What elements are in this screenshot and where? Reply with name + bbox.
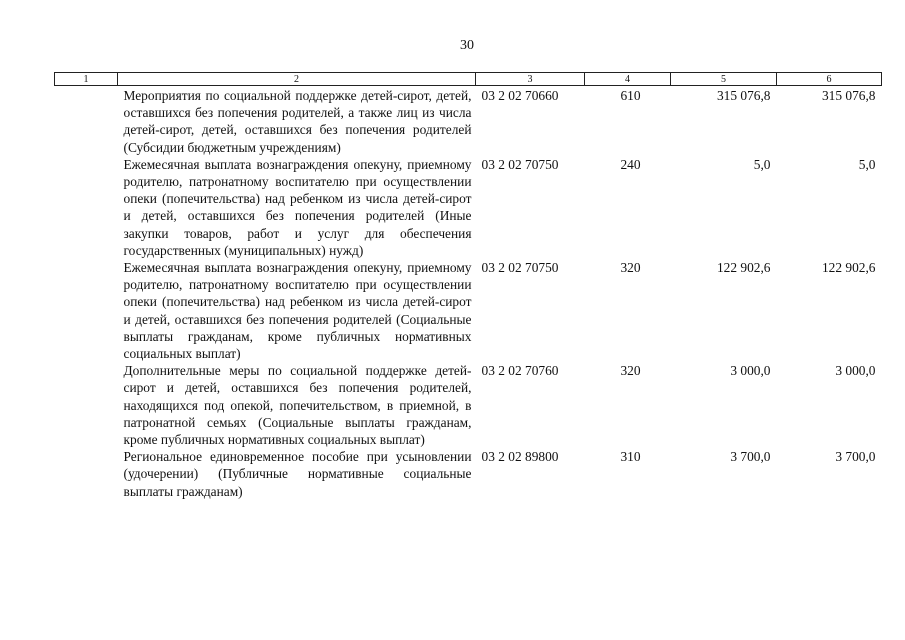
row-number-cell	[55, 448, 118, 500]
target-article-code: 03 2 02 70660	[481, 88, 559, 103]
row-number-cell	[55, 86, 118, 156]
target-article-code: 03 2 02 70760	[481, 363, 559, 379]
budget-table	[54, 72, 882, 500]
amount-column-6: 3 000,0	[835, 363, 876, 379]
amount-column-5: 3 700,0	[730, 449, 771, 465]
table-row	[55, 362, 882, 448]
row-number-cell	[55, 362, 118, 448]
column-header-3: 3	[476, 73, 585, 86]
amount-column-5: 3 000,0	[730, 363, 771, 379]
description-cell: Ежемесячная выплата вознаграждения опекуну, приемному родителю, патронатному воспитателю при осуществлении опеки (попечительства) над ребенком из числа детей-сирот и детей, оставшихся без попечения родителей (Социальные выплаты гражданам, кроме публичных нормативных социальных выплат)	[123, 260, 472, 362]
expense-type-code: 320	[620, 363, 641, 379]
row-number-cell	[55, 156, 118, 259]
row-number-cell	[55, 259, 118, 362]
target-article-code: 03 2 02 89800	[481, 449, 559, 465]
amount-column-5: 315 076,8	[716, 88, 771, 103]
amount-column-6: 315 076,8	[821, 88, 876, 103]
amount-column-5: 122 902,6	[716, 260, 771, 276]
expense-type-code: 310	[620, 449, 641, 465]
table-row	[55, 86, 882, 156]
description-cell: Ежемесячная выплата вознаграждения опекуну, приемному родителю, патронатному воспитателю при осуществлении опеки (попечительства) над ребенком из числа детей-сирот и детей, оставшихся без попечения родителей (Иные закупки товаров, работ и услуг для обеспечения государственных (муниципальных) нужд)	[123, 156, 472, 258]
table-row	[55, 156, 882, 259]
target-article-code: 03 2 02 70750	[481, 260, 559, 276]
amount-column-6: 5,0	[858, 156, 876, 172]
description-cell: Дополнительные меры по социальной поддержке детей-сирот и детей, оставшихся без попечения родителей, находящихся под опекой, попечительством, в приемной, в патронатной семьях (Социальные выплаты гражданам, кроме публичных нормативных социальных выплат)	[123, 363, 472, 448]
header-row	[55, 73, 882, 86]
amount-column-6: 122 902,6	[821, 260, 876, 276]
amount-column-6: 3 700,0	[835, 449, 876, 465]
column-header-6: 6	[777, 73, 882, 86]
amount-column-5: 5,0	[753, 156, 771, 172]
expense-type-code: 320	[620, 260, 641, 276]
description-cell: Мероприятия по социальной поддержке детей-сирот, детей, оставшихся без попечения родителей, а также лиц из числа детей-сирот, детей, оставшихся без попечения родителей (Субсидии бюджетным учреждениям)	[123, 88, 472, 155]
table-row	[55, 448, 882, 500]
target-article-code: 03 2 02 70750	[481, 156, 559, 172]
column-header-4: 4	[585, 73, 671, 86]
description-cell: Региональное единовременное пособие при усыновлении (удочерении) (Публичные нормативные социальные выплаты гражданам)	[123, 449, 472, 499]
column-header-5: 5	[671, 73, 777, 86]
page-number: 30	[460, 38, 474, 53]
table-row	[55, 259, 882, 362]
expense-type-code: 610	[620, 88, 641, 103]
expense-type-code: 240	[620, 156, 641, 172]
column-header-1: 1	[55, 73, 118, 86]
column-header-2: 2	[118, 73, 476, 86]
